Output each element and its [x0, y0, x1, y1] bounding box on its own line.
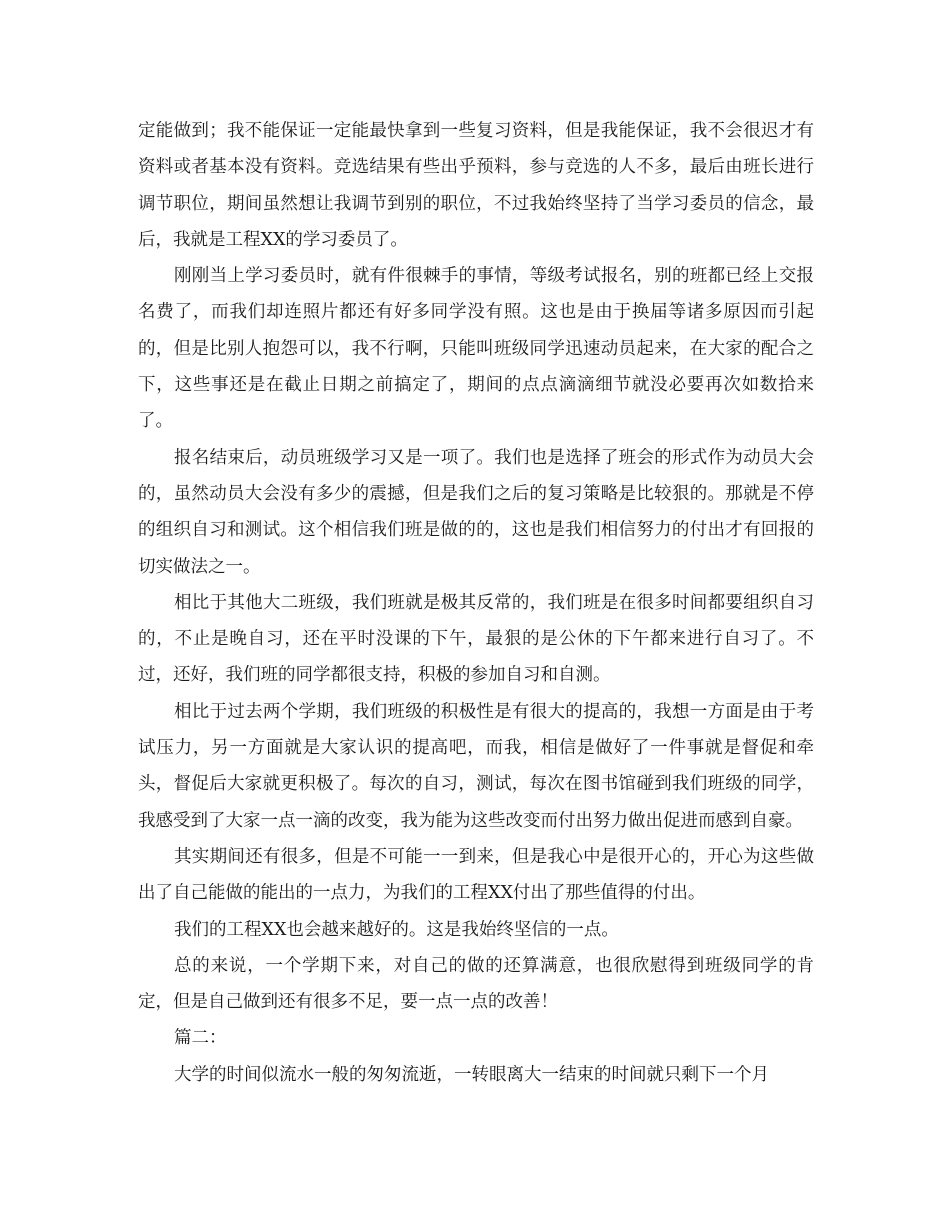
paragraph-5: 相比于过去两个学期，我们班级的积极性是有很大的提高的，我想一方面是由于考试压力，另一方面就是大家认识的提高吧，而我，相信是做好了一件事就是督促和牵头，督促后大家就更积极了。每次的自习，测试，每次在图书馆碰到我们班级的同学，我感受到了大家一点一滴的改变，我为能为这些改变而付出努力做出促进而感到自豪。	[138, 701, 814, 831]
paragraph-2: 刚刚当上学习委员时，就有件很棘手的事情，等级考试报名，别的班都已经上交报名费了，而我们却连照片都还有好多同学没有照。这也是由于换届等诸多原因而引起的，但是比别人抱怨可以，我不行啊，只能叫班级同学迅速动员起来，在大家的配合之下，这些事还是在截止日期之前搞定了，期间的点点滴滴细节就没必要再次如数拾来了。	[138, 266, 814, 432]
document-page	[138, 113, 814, 1093]
paragraph-8: 总的来说，一个学期下来，对自己的做的还算满意，也很欣慰得到班级同学的肯定，但是自己做到还有很多不足，要一点一点的改善！	[138, 955, 814, 1013]
paragraph-7: 我们的工程XX也会越来越好的。这是我始终坚信的一点。	[174, 919, 619, 940]
section-heading: 篇二：	[174, 1028, 227, 1049]
paragraph-4: 相比于其他大二班级，我们班就是极其反常的，我们班是在很多时间都要组织自习的，不止是晚自习，还在平时没课的下午，最狠的是公休的下午都来进行自习了。不过，还好，我们班的同学都很支持，积极的参加自习和自测。	[138, 592, 814, 686]
paragraph-1: 定能做到；我不能保证一定能最快拿到一些复习资料，但是我能保证，我不会很迟才有资料或者基本没有资料。竞选结果有些出乎预料，参与竞选的人不多，最后由班长进行调节职位，期间虽然想让我调节到别的职位，不过我始终坚持了当学习委员的信念，最后，我就是工程XX的学习委员了。	[138, 121, 814, 250]
paragraph-3: 报名结束后，动员班级学习又是一项了。我们也是选择了班会的形式作为动员大会的，虽然动员大会没有多少的震撼，但是我们之后的复习策略是比较狠的。那就是不停的组织自习和测试。这个相信我们班是做的的，这也是我们相信努力的付出才有回报的切实做法之一。	[138, 447, 814, 577]
paragraph-6: 其实期间还有很多，但是不可能一一到来，但是我心中是很开心的，开心为这些做出了自己能做的能出的一点力，为我们的工程XX付出了那些值得的付出。	[138, 846, 814, 904]
paragraph-9: 大学的时间似流水一般的匆匆流逝，一转眼离大一结束的时间就只剩下一个月	[174, 1064, 769, 1085]
